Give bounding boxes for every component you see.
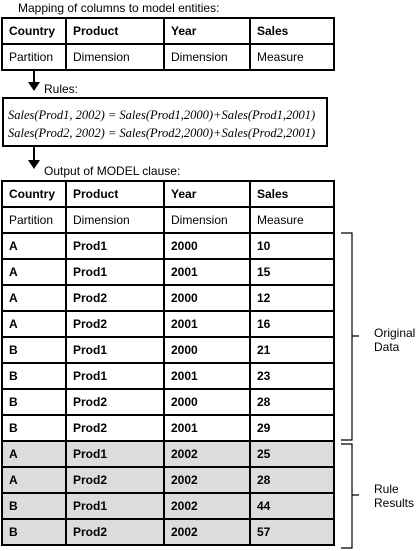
- original-data-row-cell: B: [2, 415, 66, 441]
- rules-box: [2, 97, 328, 147]
- output-role-cell: Dimension: [66, 207, 164, 233]
- down-arrow-icon: [28, 82, 40, 91]
- rule-result-row-cell: 25: [250, 441, 334, 467]
- mapping-header-cell: Product: [66, 18, 164, 44]
- original-data-row-cell: 2001: [164, 311, 250, 337]
- original-data-row-cell: A: [2, 311, 66, 337]
- rule-result-row-cell: Prod1: [66, 441, 164, 467]
- output-header-row: [2, 181, 334, 207]
- original-data-row-cell: B: [2, 363, 66, 389]
- output-table: [1, 180, 335, 546]
- rule-results-label-line2: Results: [374, 496, 415, 510]
- mapping-table: [1, 17, 335, 71]
- rule-result-row: [2, 467, 334, 493]
- original-data-brace: [341, 233, 359, 440]
- original-data-row-cell: Prod2: [66, 389, 164, 415]
- original-data-row-cell: A: [2, 285, 66, 311]
- rule-result-row-cell: 2002: [164, 493, 250, 519]
- original-data-row-cell: 21: [250, 337, 334, 363]
- rule-result-row-cell: Prod2: [66, 519, 164, 545]
- original-data-row-cell: A: [2, 233, 66, 259]
- output-role-cell: Partition: [2, 207, 66, 233]
- output-caption: Output of MODEL clause:: [44, 164, 181, 178]
- rule-results-brace: [341, 444, 359, 548]
- rule-results-label-line1: Rule: [374, 482, 399, 496]
- output-header-cell: Year: [164, 181, 250, 207]
- original-data-row-cell: Prod1: [66, 363, 164, 389]
- original-data-row: [2, 259, 334, 285]
- original-data-row: [2, 363, 334, 389]
- mapping-header-cell: Year: [164, 18, 250, 44]
- rule-result-row-cell: A: [2, 467, 66, 493]
- rules-caption: Rules:: [44, 82, 79, 96]
- original-data-row-cell: Prod2: [66, 311, 164, 337]
- output-role-cell: Dimension: [164, 207, 250, 233]
- original-data-row-cell: Prod2: [66, 285, 164, 311]
- original-data-row: [2, 389, 334, 415]
- mapping-role-row: [2, 44, 334, 70]
- rule-result-row-cell: 57: [250, 519, 334, 545]
- rule-result-row-cell: 44: [250, 493, 334, 519]
- rule-result-row-cell: B: [2, 493, 66, 519]
- original-data-row-cell: A: [2, 259, 66, 285]
- original-data-row-cell: 23: [250, 363, 334, 389]
- rule-result-row-cell: A: [2, 441, 66, 467]
- original-data-row-cell: Prod1: [66, 259, 164, 285]
- mapping-header-row: [2, 18, 334, 44]
- original-label-line2: Data: [374, 340, 400, 354]
- original-data-row-cell: 15: [250, 259, 334, 285]
- rule-line: Sales(Prod2, 2002) = Sales(Prod2,2000)+Sales(Prod2,2001): [8, 126, 316, 140]
- flow-arrow-shaft: [33, 147, 35, 161]
- group-braces: [340, 230, 366, 550]
- original-data-row: [2, 311, 334, 337]
- output-header-cell: Country: [2, 181, 66, 207]
- mapping-role-cell: Dimension: [164, 44, 250, 70]
- original-data-row-cell: 10: [250, 233, 334, 259]
- rule-result-row-cell: 2002: [164, 467, 250, 493]
- output-header-cell: Product: [66, 181, 164, 207]
- original-data-row: [2, 337, 334, 363]
- original-data-row-cell: B: [2, 337, 66, 363]
- output-role-cell: Measure: [250, 207, 334, 233]
- mapping-caption: Mapping of columns to model entities:: [18, 1, 220, 15]
- rule-line: Sales(Prod1, 2002) = Sales(Prod1,2000)+Sales(Prod1,2001): [8, 108, 316, 122]
- original-data-row-cell: Prod1: [66, 233, 164, 259]
- mapping-header-cell: Country: [2, 18, 66, 44]
- original-data-row-cell: Prod1: [66, 337, 164, 363]
- original-data-row-cell: B: [2, 389, 66, 415]
- original-data-row-cell: 29: [250, 415, 334, 441]
- original-data-row-cell: 2000: [164, 337, 250, 363]
- original-data-row: [2, 233, 334, 259]
- mapping-role-cell: Partition: [2, 44, 66, 70]
- flow-arrow-shaft: [33, 69, 35, 83]
- output-role-row: [2, 207, 334, 233]
- rule-result-row-cell: Prod1: [66, 493, 164, 519]
- original-label-line1: Original: [374, 326, 416, 340]
- rule-result-row-cell: B: [2, 519, 66, 545]
- original-data-row-cell: 16: [250, 311, 334, 337]
- mapping-role-cell: Dimension: [66, 44, 164, 70]
- original-data-row-cell: 2000: [164, 285, 250, 311]
- original-data-row-cell: 2000: [164, 389, 250, 415]
- original-data-row-cell: 12: [250, 285, 334, 311]
- original-data-row-cell: 2000: [164, 233, 250, 259]
- original-data-row-cell: 28: [250, 389, 334, 415]
- rule-result-row-cell: Prod2: [66, 467, 164, 493]
- original-data-row-cell: 2001: [164, 415, 250, 441]
- original-data-row: [2, 415, 334, 441]
- rule-result-row: [2, 493, 334, 519]
- down-arrow-icon: [28, 160, 40, 169]
- original-data-row: [2, 285, 334, 311]
- rule-result-row: [2, 519, 334, 545]
- original-data-row-cell: 2001: [164, 363, 250, 389]
- mapping-role-cell: Measure: [250, 44, 334, 70]
- output-header-cell: Sales: [250, 181, 334, 207]
- rule-result-row: [2, 441, 334, 467]
- mapping-header-cell: Sales: [250, 18, 334, 44]
- rule-result-row-cell: 28: [250, 467, 334, 493]
- rule-result-row-cell: 2002: [164, 441, 250, 467]
- original-data-row-cell: Prod2: [66, 415, 164, 441]
- rule-result-row-cell: 2002: [164, 519, 250, 545]
- original-data-row-cell: 2001: [164, 259, 250, 285]
